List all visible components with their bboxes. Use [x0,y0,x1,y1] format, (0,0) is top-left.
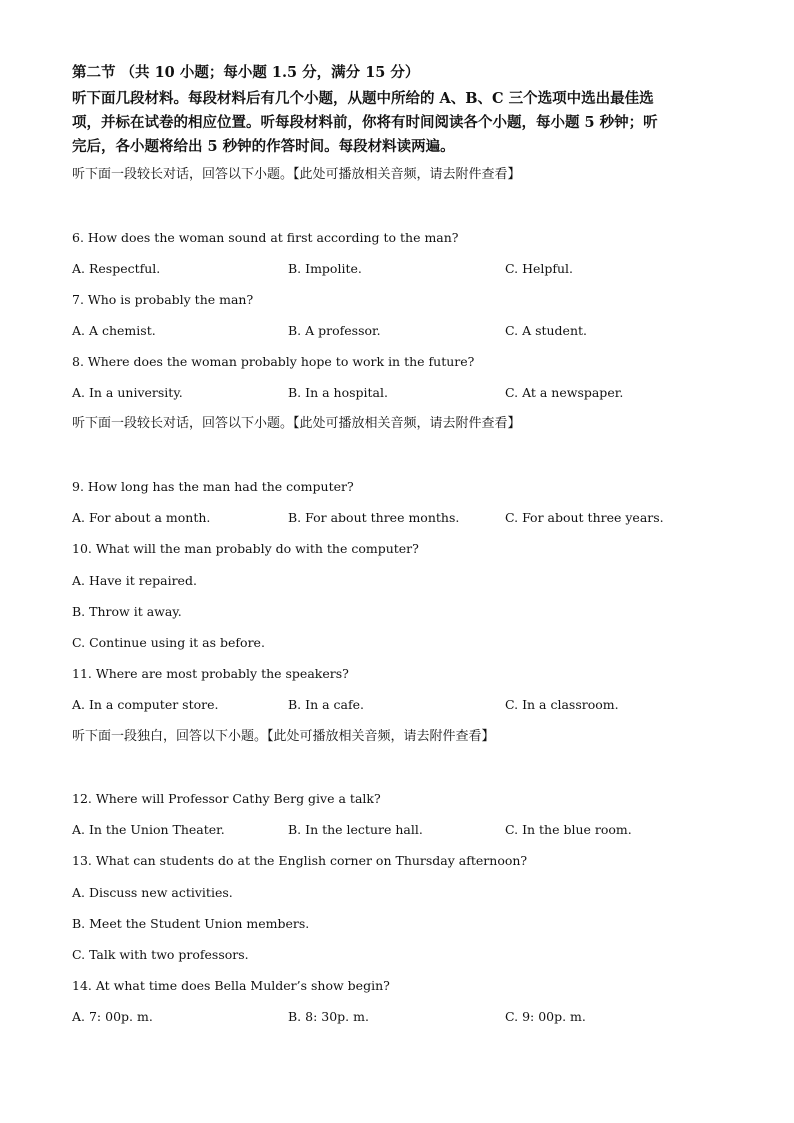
listening-prompt-3: 听下面一段独白，回答以下小题。【此处可播放相关音频，请去附件查看】 [72,729,495,744]
question-8-stem: 8. Where does the woman probably hope to work in the future? [72,354,475,369]
question-12-stem: 12. Where will Professor Cathy Berg give a talk? [72,791,381,806]
listening-prompt-2: 听下面一段较长对话，回答以下小题。【此处可播放相关音频，请去附件查看】 [72,416,521,431]
question-13-option-a: A. Discuss new activities. [72,885,233,900]
question-12-option-c: C. In the blue room. [505,822,632,837]
listening-prompt-1: 听下面一段较长对话，回答以下小题。【此处可播放相关音频，请去附件查看】 [72,167,521,182]
question-11-stem: 11. Where are most probably the speakers? [72,666,349,681]
question-7-option-c: C. A student. [505,323,588,338]
question-9-option-a: A. For about a month. [72,510,211,525]
question-6-option-c: C. Helpful. [505,261,574,276]
question-11-option-c: C. In a classroom. [505,697,619,712]
instruction-line-1: 听下面几段材料。每段材料后有几个小题，从题中所给的 A、B、C 三个选项中选出最佳选 [72,90,654,107]
question-14-option-a: A. 7: 00p. m. [72,1009,153,1024]
question-8-option-a: A. In a university. [72,385,183,400]
question-14-stem: 14. At what time does Bella Mulder’s show begin? [72,978,390,993]
question-6-stem: 6. How does the woman sound at first according to the man? [72,230,459,245]
question-11-option-a: A. In a computer store. [72,697,219,712]
question-7-stem: 7. Who is probably the man? [72,292,254,307]
question-9-stem: 9. How long has the man had the computer? [72,479,354,494]
question-14-option-c: C. 9: 00p. m. [505,1009,586,1024]
question-10-option-a: A. Have it repaired. [72,573,197,588]
question-7-option-a: A. A chemist. [72,323,156,338]
question-12-option-a: A. In the Union Theater. [72,822,225,837]
question-6-option-b: B. Impolite. [288,261,362,276]
section-title: 第二节 （共 10 小题；每小题 1.5 分，满分 15 分） [72,64,420,81]
question-11-option-b: B. In a cafe. [288,697,364,712]
instruction-line-2: 项，并标在试卷的相应位置。听每段材料前，你将有时间阅读各个小题，每小题 5 秒钟；听 [72,114,658,131]
question-14-option-b: B. 8: 30p. m. [288,1009,369,1024]
question-8-option-c: C. At a newspaper. [505,385,624,400]
question-12-option-b: B. In the lecture hall. [288,822,423,837]
question-10-option-b: B. Throw it away. [72,604,182,619]
question-8-option-b: B. In a hospital. [288,385,388,400]
question-10-stem: 10. What will the man probably do with the computer? [72,541,419,556]
question-7-option-b: B. A professor. [288,323,381,338]
question-13-option-c: C. Talk with two professors. [72,947,249,962]
question-10-option-c: C. Continue using it as before. [72,635,265,650]
question-9-option-b: B. For about three months. [288,510,460,525]
question-9-option-c: C. For about three years. [505,510,664,525]
question-13-option-b: B. Meet the Student Union members. [72,916,310,931]
question-13-stem: 13. What can students do at the English corner on Thursday afternoon? [72,853,528,868]
instruction-line-3: 完后，各小题将给出 5 秒钟的作答时间。每段材料读两遍。 [72,138,455,155]
question-6-option-a: A. Respectful. [72,261,161,276]
